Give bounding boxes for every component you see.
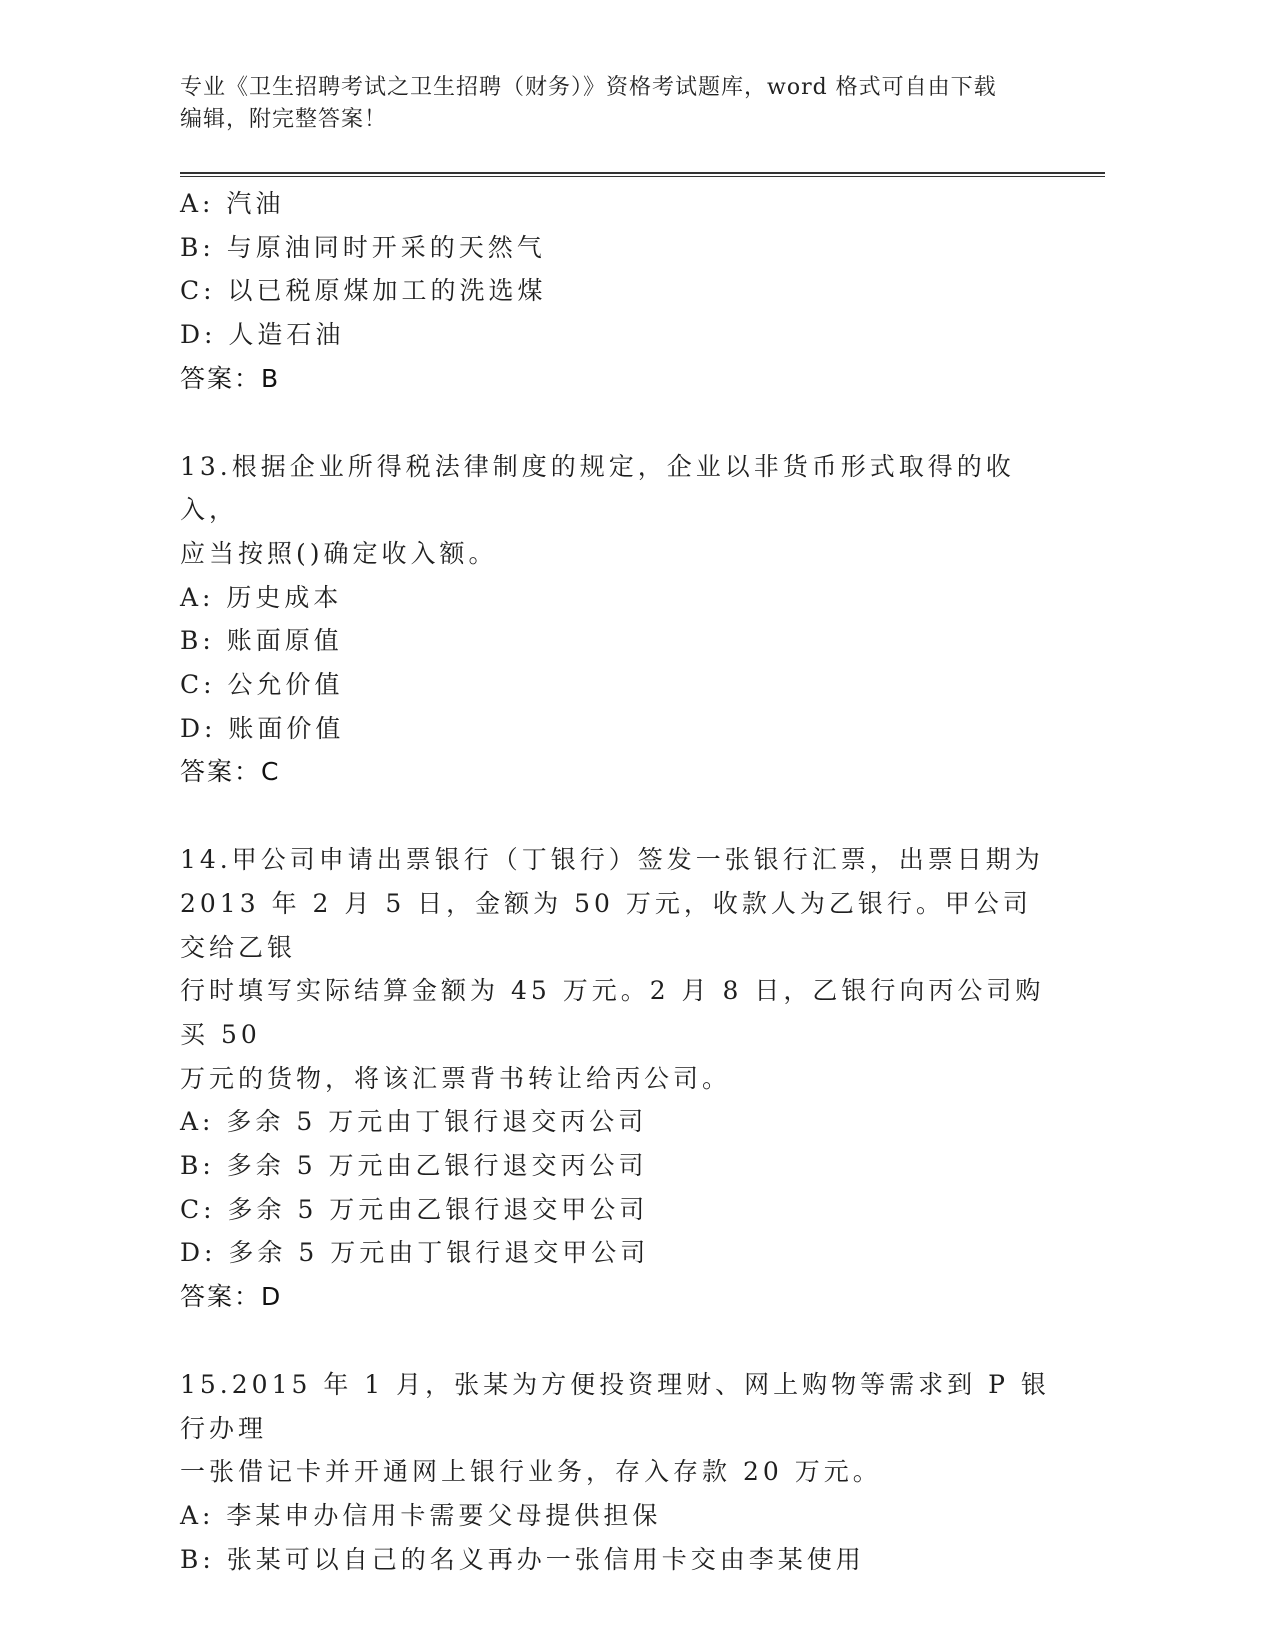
option-c: C: 多余 5 万元由乙银行退交甲公司	[180, 1194, 649, 1224]
question-15	[180, 1363, 1080, 1582]
question-13	[180, 445, 1080, 795]
question-stem-line: 2013 年 2 月 5 日，金额为 50 万元，收款人为乙银行。甲公司交给乙银	[180, 888, 1032, 962]
question-stem-line: 一张借记卡并开通网上银行业务，存入存款 20 万元。	[180, 1457, 882, 1487]
question-stem-line: 13.根据企业所得税法律制度的规定，企业以非货币形式取得的收入，	[180, 451, 1015, 525]
question-stem-line: 行时填写实际结算金额为 45 万元。2 月 8 日，乙银行向丙公司购买 50	[180, 976, 1045, 1049]
answer-label: 答案：C	[180, 757, 281, 787]
spacer	[180, 401, 1080, 445]
question-stem-line: 15.2015 年 1 月，张某为方便投资理财、网上购物等需求到 P 银行办理	[180, 1369, 1050, 1443]
option-d: D: 人造石油	[180, 320, 345, 350]
question-stem-line: 万元的货物，将该汇票背书转让给丙公司。	[180, 1063, 732, 1093]
question-stem-line: 应当按照()确定收入额。	[180, 538, 498, 568]
spacer	[180, 1319, 1080, 1363]
option-d: D: 账面价值	[180, 713, 345, 743]
answer-label: 答案：D	[180, 1282, 283, 1312]
option-a: A: 多余 5 万元由丁银行退交丙公司	[180, 1107, 648, 1137]
question-stem-line: 14.甲公司申请出票银行（丁银行）签发一张银行汇票，出票日期为	[180, 845, 1044, 875]
option-d: D: 多余 5 万元由丁银行退交甲公司	[180, 1238, 650, 1268]
option-c: C: 公允价值	[180, 670, 344, 700]
question-list	[180, 182, 1080, 1581]
spacer	[180, 794, 1080, 838]
option-a: A: 李某申办信用卡需要父母提供担保	[180, 1500, 662, 1530]
option-b: B: 账面原值	[180, 626, 343, 656]
option-c: C: 以已税原煤加工的洗选煤	[180, 276, 547, 306]
option-b: B: 张某可以自己的名义再办一张信用卡交由李某使用	[180, 1544, 865, 1574]
question-14	[180, 838, 1080, 1319]
document-header	[180, 72, 1080, 136]
question-12	[180, 182, 1080, 401]
header-line-2: 编辑，附完整答案！	[180, 107, 388, 132]
answer-label: 答案：B	[180, 363, 281, 393]
header-divider	[180, 172, 1105, 177]
option-b: B: 多余 5 万元由乙银行退交丙公司	[180, 1151, 648, 1181]
header-line-1: 专业《卫生招聘考试之卫生招聘（财务）》资格考试题库，word 格式可自由下载	[180, 75, 997, 100]
option-b: B: 与原油同时开采的天然气	[180, 232, 546, 262]
option-a: A: 汽油	[180, 189, 285, 218]
option-a: A: 历史成本	[180, 582, 343, 612]
